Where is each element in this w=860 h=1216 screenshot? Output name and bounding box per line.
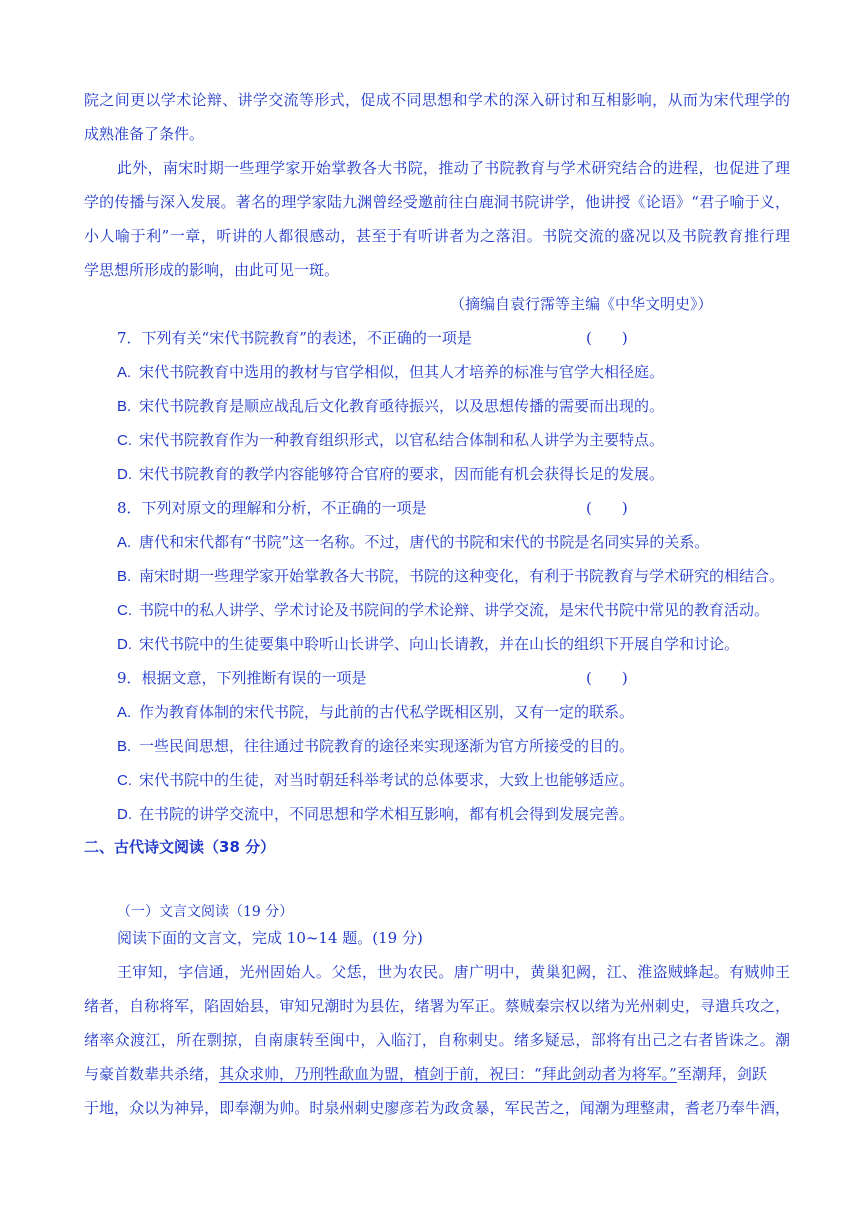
option-text: 宋代书院教育中选用的教材与官学相似，但其人才培养的标准与官学大相径庭。 bbox=[139, 363, 665, 381]
option-text: 宋代书院教育的教学内容能够符合官府的要求，因而能有机会获得长足的发展。 bbox=[139, 465, 665, 483]
section-heading: 二、古代诗文阅读（38 分） bbox=[84, 838, 276, 856]
source-citation: （摘编自袁行霈等主编《中华文明史》） bbox=[450, 295, 713, 313]
sub-heading: （一）文言文阅读（19 分） bbox=[117, 904, 294, 920]
option-item bbox=[117, 396, 790, 417]
answer-bracket: ( ) bbox=[586, 669, 628, 687]
text-segment: 与豪首数辈共杀绪， bbox=[84, 1065, 220, 1083]
option-text: 作为教育体制的宋代书院，与此前的古代私学既相区别，又有一定的联系。 bbox=[139, 703, 635, 721]
answer-bracket: ( ) bbox=[586, 499, 628, 517]
passage-line: 小人喻于利”一章，听讲的人都很感动，甚至于有听讲者为之落泪。书院交流的盛况以及书院教育推行理 bbox=[84, 227, 790, 245]
option-item bbox=[117, 770, 790, 791]
underlined-segment: 其众求帅，乃刑牲歃血为盟，植剑于前，祝曰：“拜此剑动者为将军。” bbox=[219, 1065, 677, 1083]
passage-line: 此外，南宋时期一些理学家开始掌教各大书院，推动了书院教育与学术研究结合的进程，也促进了理 bbox=[117, 159, 790, 177]
option-label: B. bbox=[117, 568, 132, 585]
option-item bbox=[117, 600, 790, 621]
option-label: B. bbox=[117, 738, 132, 755]
option-item bbox=[117, 532, 790, 553]
classical-text-line bbox=[84, 1064, 790, 1084]
option-item bbox=[117, 736, 790, 757]
option-label: A. bbox=[117, 704, 132, 721]
option-label: D. bbox=[117, 466, 132, 483]
passage-line: 学思想所形成的影响，由此可见一斑。 bbox=[84, 261, 340, 279]
classical-text-line: 于地，众以为神异，即奉潮为帅。时泉州刺史廖彦若为政贪暴，军民苦之，闻潮为理整肃，耆老乃奉牛酒， bbox=[84, 1099, 790, 1117]
option-label: C. bbox=[117, 772, 132, 789]
passage-line: 学的传播与深入发展。著名的理学家陆九渊曾经受邀前往白鹿洞书院讲学，他讲授《论语》“君子喻于义， bbox=[84, 193, 790, 211]
option-label: D. bbox=[117, 636, 132, 653]
option-text: 书院中的私人讲学、学术讨论及书院间的学术论辩、讲学交流，是宋代书院中常见的教育活动。 bbox=[139, 601, 770, 619]
option-text: 在书院的讲学交流中，不同思想和学术相互影响，都有机会得到发展完善。 bbox=[139, 805, 635, 823]
option-item bbox=[117, 430, 790, 451]
option-label: C. bbox=[117, 432, 132, 449]
option-item bbox=[117, 804, 790, 825]
question-text: 8．下列对原文的理解和分析，不正确的一项是 bbox=[117, 499, 427, 517]
option-text: 一些民间思想，往往通过书院教育的途径来实现逐渐为官方所接受的目的。 bbox=[139, 737, 635, 755]
option-text: 宋代书院中的生徒，对当时朝廷科举考试的总体要求，大致上也能够适应。 bbox=[139, 771, 635, 789]
option-text: 宋代书院中的生徒要集中聆听山长讲学、向山长请教，并在山长的组织下开展自学和讨论。 bbox=[139, 635, 740, 653]
question-text: 7．下列有关“宋代书院教育”的表述，不正确的一项是 bbox=[117, 329, 472, 347]
answer-bracket: ( ) bbox=[586, 329, 628, 347]
classical-text-line: 绪率众渡江，所在剽掠，自南康转至闽中，入临汀，自称刺史。绪多疑忌，部将有出己之右者皆诛之。潮 bbox=[84, 1031, 790, 1049]
option-item bbox=[117, 634, 790, 655]
option-label: A. bbox=[117, 364, 132, 381]
option-item bbox=[117, 566, 790, 587]
passage-line: 院之间更以学术论辩、讲学交流等形式，促成不同思想和学术的深入研讨和互相影响，从而为宋代理学的 bbox=[84, 91, 790, 109]
option-label: D. bbox=[117, 806, 132, 823]
classical-text-line: 绪者，自称将军，陷固始县，审知兄潮时为县佐，绪署为军正。蔡贼秦宗权以绪为光州刺史，寻遣兵攻之， bbox=[84, 997, 790, 1015]
option-text: 宋代书院教育作为一种教育组织形式，以官私结合体制和私人讲学为主要特点。 bbox=[139, 431, 665, 449]
option-item bbox=[117, 362, 790, 383]
passage-line: 成熟准备了条件。 bbox=[84, 125, 205, 143]
option-label: B. bbox=[117, 398, 132, 415]
option-item bbox=[117, 464, 790, 485]
option-text: 南宋时期一些理学家开始掌教各大书院，书院的这种变化，有利于书院教育与学术研究的相结合。 bbox=[139, 567, 785, 585]
classical-text-line: 王审知，字信通，光州固始人。父恁，世为农民。唐广明中，黄巢犯阙，江、淮盗贼蜂起。有贼帅王 bbox=[117, 963, 790, 981]
option-text: 宋代书院教育是顺应战乱后文化教育亟待振兴，以及思想传播的需要而出现的。 bbox=[139, 397, 665, 415]
option-item bbox=[117, 702, 790, 723]
instruction-text: 阅读下面的文言文，完成 10~14 题。(19 分) bbox=[117, 929, 423, 947]
question-text: 9．根据文意，下列推断有误的一项是 bbox=[117, 669, 367, 687]
option-label: A. bbox=[117, 534, 132, 551]
text-segment: 至潮拜，剑跃 bbox=[676, 1065, 767, 1083]
option-label: C. bbox=[117, 602, 132, 619]
option-text: 唐代和宋代都有“书院”这一名称。不过，唐代的书院和宋代的书院是名同实异的关系。 bbox=[139, 533, 710, 551]
